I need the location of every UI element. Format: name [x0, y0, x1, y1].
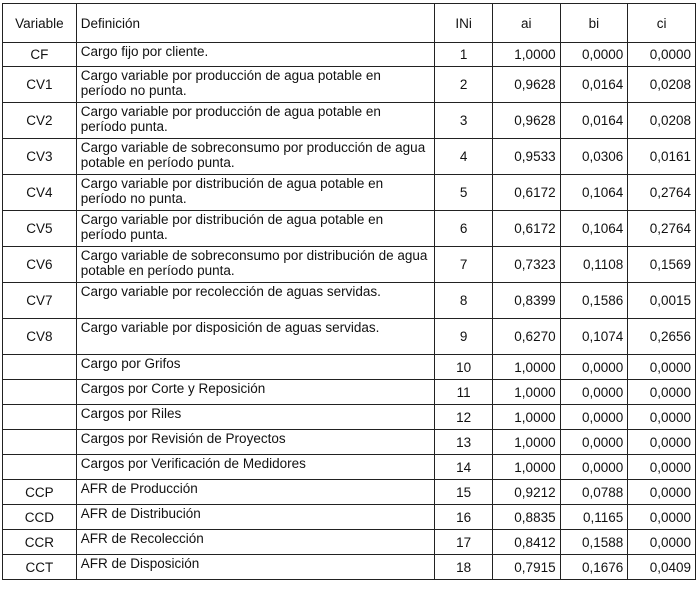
cell-bi: 0,0000	[560, 43, 628, 67]
cell-definicion: Cargo variable por distribución de agua potable en período no punta.	[76, 175, 435, 211]
cell-variable	[3, 455, 77, 480]
cell-variable	[3, 380, 77, 405]
cell-definicion: Cargo variable de sobreconsumo por distribución de agua potable en período punta.	[76, 247, 435, 283]
table-row	[3, 455, 696, 480]
cell-definicion: AFR de Disposición	[76, 555, 435, 580]
cell-ci: 0,2656	[628, 319, 696, 355]
cell-ini: 8	[435, 283, 493, 319]
cell-bi: 0,0000	[560, 380, 628, 405]
tariff-table-container	[2, 3, 696, 580]
table-row	[3, 67, 696, 103]
cell-variable: CCR	[3, 530, 77, 555]
cell-ci: 0,0000	[628, 530, 696, 555]
cell-ci: 0,0000	[628, 355, 696, 380]
cell-ai: 1,0000	[492, 430, 560, 455]
cell-ini: 10	[435, 355, 493, 380]
cell-bi: 0,1586	[560, 283, 628, 319]
header-definicion: Definición	[76, 4, 435, 43]
cell-ini: 11	[435, 380, 493, 405]
cell-variable: CV6	[3, 247, 77, 283]
cell-definicion: Cargo variable por recolección de aguas servidas.	[76, 283, 435, 319]
cell-ai: 0,6172	[492, 211, 560, 247]
cell-ai: 1,0000	[492, 43, 560, 67]
cell-variable: CV8	[3, 319, 77, 355]
cell-definicion: Cargos por Verificación de Medidores	[76, 455, 435, 480]
cell-ai: 0,8835	[492, 505, 560, 530]
table-row	[3, 405, 696, 430]
cell-ci: 0,0000	[628, 505, 696, 530]
table-row	[3, 505, 696, 530]
cell-ini: 5	[435, 175, 493, 211]
cell-bi: 0,1165	[560, 505, 628, 530]
cell-ci: 0,2764	[628, 211, 696, 247]
cell-ai: 0,9628	[492, 103, 560, 139]
cell-ci: 0,0409	[628, 555, 696, 580]
cell-ci: 0,1569	[628, 247, 696, 283]
cell-ai: 1,0000	[492, 380, 560, 405]
table-row	[3, 380, 696, 405]
cell-definicion: Cargo variable por disposición de aguas servidas.	[76, 319, 435, 355]
cell-definicion: Cargo fijo por cliente.	[76, 43, 435, 67]
cell-ini: 16	[435, 505, 493, 530]
cell-bi: 0,1588	[560, 530, 628, 555]
cell-bi: 0,0306	[560, 139, 628, 175]
table-row	[3, 430, 696, 455]
cell-variable: CV7	[3, 283, 77, 319]
cell-ini: 1	[435, 43, 493, 67]
cell-ai: 1,0000	[492, 405, 560, 430]
cell-bi: 0,1108	[560, 247, 628, 283]
cell-bi: 0,0000	[560, 455, 628, 480]
cell-variable: CV4	[3, 175, 77, 211]
table-row	[3, 355, 696, 380]
cell-ini: 13	[435, 430, 493, 455]
cell-definicion: Cargo variable por producción de agua potable en período no punta.	[76, 67, 435, 103]
cell-definicion: Cargo variable de sobreconsumo por producción de agua potable en período punta.	[76, 139, 435, 175]
cell-bi: 0,1074	[560, 319, 628, 355]
cell-variable	[3, 430, 77, 455]
cell-variable: CV5	[3, 211, 77, 247]
cell-ini: 18	[435, 555, 493, 580]
cell-ini: 9	[435, 319, 493, 355]
cell-bi: 0,1064	[560, 175, 628, 211]
cell-variable: CCP	[3, 480, 77, 505]
cell-ai: 0,9628	[492, 67, 560, 103]
cell-variable: CV1	[3, 67, 77, 103]
table-row	[3, 139, 696, 175]
cell-ini: 2	[435, 67, 493, 103]
cell-ci: 0,0161	[628, 139, 696, 175]
cell-ai: 0,8412	[492, 530, 560, 555]
table-row	[3, 283, 696, 319]
cell-definicion: AFR de Recolección	[76, 530, 435, 555]
cell-ai: 0,9212	[492, 480, 560, 505]
cell-ci: 0,0000	[628, 380, 696, 405]
cell-variable: CV2	[3, 103, 77, 139]
cell-ai: 0,6172	[492, 175, 560, 211]
cell-variable	[3, 405, 77, 430]
cell-ai: 1,0000	[492, 455, 560, 480]
cell-definicion: Cargo variable por distribución de agua potable en período punta.	[76, 211, 435, 247]
cell-ini: 12	[435, 405, 493, 430]
cell-ci: 0,0000	[628, 430, 696, 455]
cell-definicion: Cargos por Corte y Reposición	[76, 380, 435, 405]
table-row	[3, 319, 696, 355]
cell-ini: 7	[435, 247, 493, 283]
cell-ai: 0,9533	[492, 139, 560, 175]
cell-ci: 0,0000	[628, 455, 696, 480]
cell-ini: 6	[435, 211, 493, 247]
tariff-coefficients-table	[2, 3, 696, 580]
cell-ini: 4	[435, 139, 493, 175]
table-row	[3, 175, 696, 211]
cell-ci: 0,0000	[628, 480, 696, 505]
cell-ai: 0,7915	[492, 555, 560, 580]
header-ai: ai	[492, 4, 560, 43]
cell-ci: 0,0000	[628, 405, 696, 430]
table-row	[3, 480, 696, 505]
cell-variable: CCT	[3, 555, 77, 580]
cell-variable: CV3	[3, 139, 77, 175]
cell-variable: CCD	[3, 505, 77, 530]
cell-ci: 0,0015	[628, 283, 696, 319]
cell-ini: 14	[435, 455, 493, 480]
cell-bi: 0,0788	[560, 480, 628, 505]
cell-ini: 17	[435, 530, 493, 555]
cell-ini: 3	[435, 103, 493, 139]
table-row	[3, 211, 696, 247]
header-variable: Variable	[3, 4, 77, 43]
cell-bi: 0,0000	[560, 430, 628, 455]
cell-ini: 15	[435, 480, 493, 505]
cell-definicion: Cargos por Revisión de Proyectos	[76, 430, 435, 455]
cell-bi: 0,1676	[560, 555, 628, 580]
cell-ai: 0,8399	[492, 283, 560, 319]
header-ini: INi	[435, 4, 493, 43]
table-row	[3, 555, 696, 580]
cell-bi: 0,0164	[560, 67, 628, 103]
cell-bi: 0,0000	[560, 355, 628, 380]
cell-bi: 0,1064	[560, 211, 628, 247]
cell-bi: 0,0000	[560, 405, 628, 430]
cell-definicion: Cargos por Riles	[76, 405, 435, 430]
cell-definicion: AFR de Producción	[76, 480, 435, 505]
cell-ai: 1,0000	[492, 355, 560, 380]
cell-ci: 0,0208	[628, 103, 696, 139]
cell-bi: 0,0164	[560, 103, 628, 139]
cell-definicion: Cargo variable por producción de agua potable en período punta.	[76, 103, 435, 139]
cell-ci: 0,0000	[628, 43, 696, 67]
cell-ci: 0,2764	[628, 175, 696, 211]
header-ci: ci	[628, 4, 696, 43]
cell-definicion: AFR de Distribución	[76, 505, 435, 530]
header-bi: bi	[560, 4, 628, 43]
cell-ai: 0,7323	[492, 247, 560, 283]
cell-ci: 0,0208	[628, 67, 696, 103]
table-row	[3, 43, 696, 67]
cell-ai: 0,6270	[492, 319, 560, 355]
cell-variable	[3, 355, 77, 380]
table-row	[3, 247, 696, 283]
cell-variable: CF	[3, 43, 77, 67]
header-row	[3, 4, 696, 43]
table-row	[3, 103, 696, 139]
table-row	[3, 530, 696, 555]
cell-definicion: Cargo por Grifos	[76, 355, 435, 380]
